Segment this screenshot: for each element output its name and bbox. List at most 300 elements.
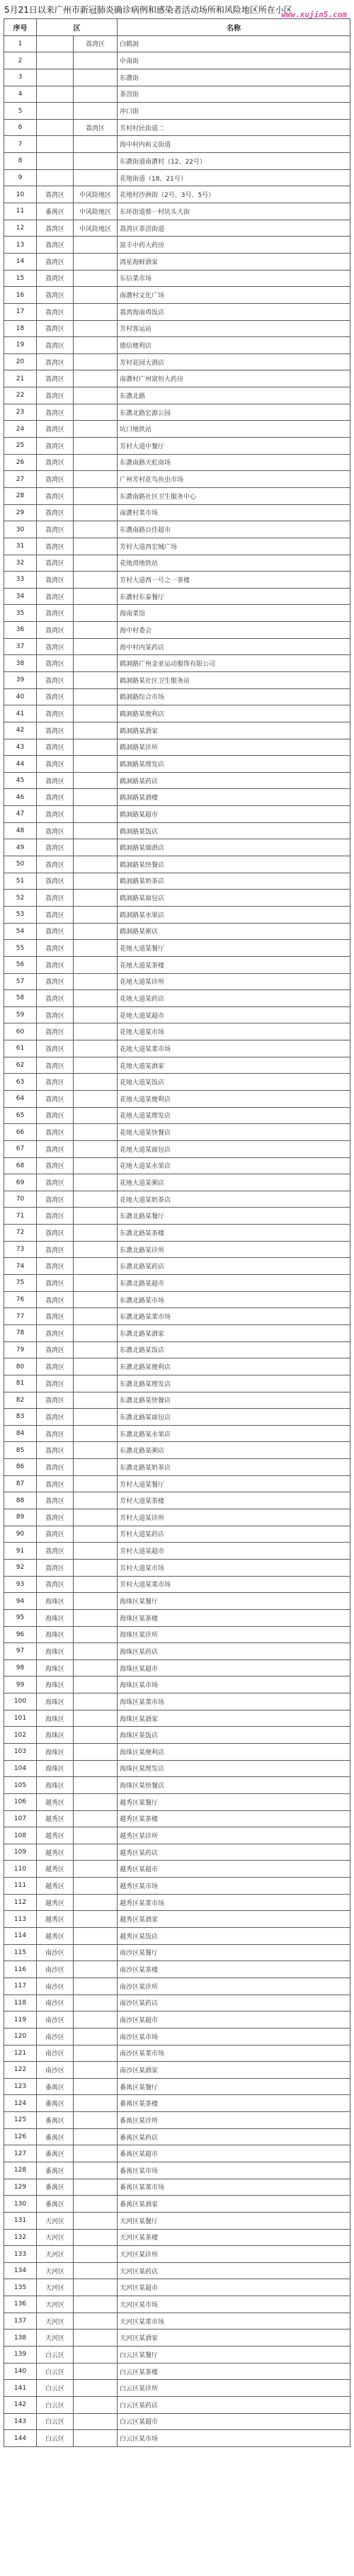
- row-place-name: 番禺区某餐厅: [118, 2078, 350, 2095]
- row-number: 20: [4, 353, 37, 370]
- row-risk-area: [74, 1091, 118, 1108]
- row-district: 天河区: [37, 2279, 74, 2296]
- row-risk-area: [74, 1978, 118, 1995]
- table-row: [4, 1291, 350, 1308]
- row-risk-area: [74, 1225, 118, 1242]
- row-risk-area: [74, 2162, 118, 2179]
- row-risk-area: [74, 2095, 118, 2112]
- row-district: [37, 69, 74, 86]
- table-row: [4, 1760, 350, 1777]
- row-district: 荔湾区: [37, 1324, 74, 1341]
- row-risk-area: [74, 370, 118, 387]
- row-district: 白云区: [37, 2347, 74, 2364]
- row-number: 89: [4, 1509, 37, 1526]
- table-row: [4, 2363, 350, 2380]
- row-risk-area: [74, 956, 118, 973]
- row-place-name: 广州芳村花鸟鱼虫市场: [118, 471, 350, 488]
- row-risk-area: [74, 923, 118, 940]
- row-number: 137: [4, 2313, 37, 2330]
- table-row: [4, 353, 350, 370]
- row-number: 52: [4, 890, 37, 907]
- row-place-name: 南沙区某超市: [118, 2012, 350, 2029]
- row-number: 39: [4, 671, 37, 688]
- row-district: 荔湾区: [37, 1308, 74, 1325]
- row-district: 海珠区: [37, 1777, 74, 1794]
- row-place-name: 鹤洞路某诊所: [118, 739, 350, 756]
- row-district: 荔湾区: [37, 1023, 74, 1040]
- row-risk-area: [74, 1107, 118, 1124]
- row-number: 63: [4, 1074, 37, 1091]
- row-number: 57: [4, 973, 37, 990]
- table-row: [4, 169, 350, 186]
- table-row: [4, 1124, 350, 1141]
- row-number: 58: [4, 990, 37, 1007]
- row-district: [37, 119, 74, 136]
- row-risk-area: [74, 404, 118, 421]
- row-risk-area: [74, 1174, 118, 1191]
- row-place-name: 东漖北路某奶茶店: [118, 1459, 350, 1476]
- row-risk-area: [74, 1241, 118, 1258]
- row-district: 荔湾区: [37, 772, 74, 789]
- table-row: [4, 35, 350, 52]
- table-row: [4, 404, 350, 421]
- row-number: 30: [4, 521, 37, 538]
- row-number: 49: [4, 839, 37, 856]
- row-risk-area: [74, 320, 118, 337]
- row-district: 南沙区: [37, 2045, 74, 2062]
- row-district: 荔湾区: [37, 705, 74, 722]
- table-row: [4, 973, 350, 990]
- row-place-name: 南沙区某茶楼: [118, 1961, 350, 1978]
- row-district: 荔湾区: [37, 1291, 74, 1308]
- table-row: [4, 2396, 350, 2413]
- row-place-name: 芳村大道西一号之一茶楼: [118, 572, 350, 589]
- row-risk-area: [74, 1710, 118, 1727]
- row-number: 19: [4, 337, 37, 354]
- row-district: 荔湾区: [37, 1392, 74, 1409]
- watermark: www.xujin5.com: [281, 10, 347, 19]
- row-district: 越秀区: [37, 1878, 74, 1895]
- row-number: 67: [4, 1140, 37, 1157]
- row-number: 47: [4, 806, 37, 823]
- row-number: 27: [4, 471, 37, 488]
- row-place-name: 东漖北路某水果店: [118, 1425, 350, 1442]
- row-risk-area: [74, 2363, 118, 2380]
- table-row: [4, 220, 350, 237]
- row-number: 107: [4, 1810, 37, 1827]
- row-place-name: 鹤洞路广州金亚运动服饰有限公司: [118, 655, 350, 672]
- table-row: [4, 1442, 350, 1459]
- table-row: [4, 1057, 350, 1074]
- row-number: 86: [4, 1459, 37, 1476]
- row-place-name: 南漖村广州富恒大药房: [118, 370, 350, 387]
- row-district: 番禺区: [37, 203, 74, 220]
- row-risk-area: [74, 1057, 118, 1074]
- table-row: [4, 1894, 350, 1911]
- row-district: 荔湾区: [37, 1091, 74, 1108]
- row-district: 天河区: [37, 2262, 74, 2279]
- row-district: 荔湾区: [37, 671, 74, 688]
- row-number: 139: [4, 2347, 37, 2364]
- row-place-name: 越秀区某酒家: [118, 1911, 350, 1928]
- table-row: [4, 605, 350, 622]
- row-number: 12: [4, 220, 37, 237]
- row-number: 104: [4, 1760, 37, 1777]
- row-district: 荔湾区: [37, 1341, 74, 1358]
- row-number: 136: [4, 2296, 37, 2313]
- row-district: 天河区: [37, 2330, 74, 2347]
- row-risk-area: [74, 1040, 118, 1057]
- table-row: [4, 1810, 350, 1827]
- table-row: [4, 1576, 350, 1593]
- row-place-name: 白云区某超市: [118, 2413, 350, 2430]
- row-district: [37, 52, 74, 69]
- table-row: [4, 1543, 350, 1560]
- row-risk-area: [74, 1626, 118, 1643]
- row-risk-area: [74, 1827, 118, 1844]
- row-place-name: 鹤洞路综合市场: [118, 688, 350, 705]
- row-number: 123: [4, 2078, 37, 2095]
- row-risk-area: [74, 2028, 118, 2045]
- row-risk-area: [74, 822, 118, 839]
- row-place-name: 天河区某诊所: [118, 2246, 350, 2263]
- row-place-name: 花地大道某面包店: [118, 1140, 350, 1157]
- row-district: 荔湾区: [37, 890, 74, 907]
- table-row: [4, 1928, 350, 1945]
- row-place-name: 芳村大道某餐厅: [118, 1475, 350, 1492]
- row-risk-area: [74, 1576, 118, 1593]
- table-row: [4, 538, 350, 555]
- row-number: 66: [4, 1124, 37, 1141]
- row-number: 143: [4, 2413, 37, 2430]
- row-place-name: 花地大道某便利店: [118, 1091, 350, 1108]
- row-district: 荔湾区: [37, 303, 74, 320]
- row-place-name: 鹤洞路某饭店: [118, 822, 350, 839]
- row-number: 121: [4, 2045, 37, 2062]
- row-number: 76: [4, 1291, 37, 1308]
- table-row: [4, 1878, 350, 1895]
- row-place-name: 东漖北路某诊所: [118, 1241, 350, 1258]
- row-risk-area: [74, 722, 118, 739]
- row-district: 天河区: [37, 2212, 74, 2229]
- row-district: 海珠区: [37, 1609, 74, 1626]
- row-risk-area: [74, 136, 118, 153]
- row-district: 荔湾区: [37, 404, 74, 421]
- row-number: 84: [4, 1425, 37, 1442]
- row-district: 番禺区: [37, 2112, 74, 2129]
- row-number: 132: [4, 2229, 37, 2246]
- row-place-name: 鹤洞路某奶茶店: [118, 873, 350, 890]
- row-number: 105: [4, 1777, 37, 1794]
- row-number: 38: [4, 655, 37, 672]
- table-row: [4, 2145, 350, 2162]
- row-place-name: 东漖村东泰餐厅: [118, 588, 350, 605]
- row-risk-area: [74, 421, 118, 438]
- row-number: 77: [4, 1308, 37, 1325]
- table-row: [4, 421, 350, 438]
- row-place-name: 芳村大道某超市: [118, 1543, 350, 1560]
- row-district: 荔湾区: [37, 1174, 74, 1191]
- row-number: 23: [4, 404, 37, 421]
- row-number: 126: [4, 2128, 37, 2145]
- row-risk-area: [74, 1810, 118, 1827]
- row-risk-area: [74, 1928, 118, 1945]
- row-number: 120: [4, 2028, 37, 2045]
- table-row: [4, 772, 350, 789]
- row-district: 荔湾区: [37, 822, 74, 839]
- row-district: 荔湾区: [37, 487, 74, 504]
- row-place-name: 芳村大道某茶楼: [118, 1492, 350, 1509]
- row-place-name: 南沙区某诊所: [118, 1978, 350, 1995]
- row-district: 荔湾区: [37, 655, 74, 672]
- row-place-name: 南沙区某市场: [118, 2028, 350, 2045]
- row-district: 荔湾区: [37, 471, 74, 488]
- row-place-name: 芳村客运站: [118, 320, 350, 337]
- row-risk-area: 中风险地区: [74, 186, 118, 203]
- row-place-name: 越秀区某菜市场: [118, 1894, 350, 1911]
- row-place-name: 越秀区某餐厅: [118, 1793, 350, 1810]
- table-row: [4, 555, 350, 572]
- row-district: 荔湾区: [37, 555, 74, 572]
- table-row: [4, 1258, 350, 1275]
- row-district: [37, 169, 74, 186]
- row-place-name: 天河区某酒家: [118, 2330, 350, 2347]
- row-risk-area: [74, 2145, 118, 2162]
- row-district: 荔湾区: [37, 940, 74, 957]
- row-place-name: 花地湾地铁站: [118, 555, 350, 572]
- table-row: [4, 2095, 350, 2112]
- row-district: 荔湾区: [37, 1509, 74, 1526]
- row-number: 138: [4, 2330, 37, 2347]
- row-number: 18: [4, 320, 37, 337]
- row-place-name: 天河区某市场: [118, 2296, 350, 2313]
- row-district: 荔湾区: [37, 923, 74, 940]
- table-row: [4, 1693, 350, 1710]
- row-district: 荔湾区: [37, 1074, 74, 1091]
- row-risk-area: [74, 353, 118, 370]
- row-district: 白云区: [37, 2363, 74, 2380]
- row-risk-area: [74, 538, 118, 555]
- row-risk-area: [74, 2262, 118, 2279]
- row-number: 40: [4, 688, 37, 705]
- table-row: [4, 471, 350, 488]
- row-place-name: 番禺区某药店: [118, 2128, 350, 2145]
- row-place-name: 天河区某药店: [118, 2262, 350, 2279]
- row-risk-area: [74, 2246, 118, 2263]
- row-place-name: 天河区某超市: [118, 2279, 350, 2296]
- row-district: 荔湾区: [37, 253, 74, 270]
- table-row: [4, 671, 350, 688]
- table-row: [4, 2112, 350, 2129]
- row-place-name: 白云区某餐厅: [118, 2347, 350, 2364]
- row-number: 129: [4, 2179, 37, 2196]
- row-number: 51: [4, 873, 37, 890]
- document-title: 5月21日以来广州市新冠肺炎确诊病例和感染者活动场所和风险地区所在小区: [4, 5, 292, 15]
- row-number: 11: [4, 203, 37, 220]
- row-risk-area: [74, 1492, 118, 1509]
- row-number: 98: [4, 1659, 37, 1676]
- row-number: 36: [4, 622, 37, 639]
- row-risk-area: [74, 1425, 118, 1442]
- table-body: [4, 35, 350, 2446]
- row-number: 10: [4, 186, 37, 203]
- row-district: 海珠区: [37, 1693, 74, 1710]
- row-place-name: 东漖北路某粥店: [118, 1442, 350, 1459]
- table-row: [4, 2128, 350, 2145]
- row-district: 天河区: [37, 2296, 74, 2313]
- row-number: 14: [4, 253, 37, 270]
- row-place-name: 东漖街: [118, 69, 350, 86]
- table-row: [4, 2413, 350, 2430]
- row-risk-area: [74, 1643, 118, 1660]
- row-district: 越秀区: [37, 1793, 74, 1810]
- row-district: 海珠区: [37, 1593, 74, 1610]
- row-risk-area: [74, 1743, 118, 1760]
- row-place-name: 海南菜馆: [118, 605, 350, 622]
- row-place-name: 东漖街道南漖村（12、22号）: [118, 153, 350, 170]
- row-place-name: 花地大道某粥店: [118, 1174, 350, 1191]
- row-place-name: 番禺区某菜市场: [118, 2179, 350, 2196]
- row-number: 119: [4, 2012, 37, 2029]
- row-number: 71: [4, 1208, 37, 1225]
- table-row: [4, 1208, 350, 1225]
- row-district: 天河区: [37, 2246, 74, 2263]
- table-row: [4, 136, 350, 153]
- row-risk-area: [74, 990, 118, 1007]
- row-district: 荔湾区: [37, 588, 74, 605]
- row-district: 荔湾区: [37, 1225, 74, 1242]
- row-number: 54: [4, 923, 37, 940]
- table-row: [4, 638, 350, 655]
- table-row: [4, 103, 350, 120]
- row-risk-area: [74, 555, 118, 572]
- row-place-name: 越秀区某市场: [118, 1878, 350, 1895]
- row-number: 55: [4, 940, 37, 957]
- row-risk-area: [74, 1442, 118, 1459]
- row-number: 7: [4, 136, 37, 153]
- row-district: 荔湾区: [37, 287, 74, 304]
- row-number: 29: [4, 504, 37, 521]
- table-row: [4, 839, 350, 856]
- row-place-name: 花地街道（18、21号）: [118, 169, 350, 186]
- row-district: 荔湾区: [37, 1124, 74, 1141]
- table-row: [4, 722, 350, 739]
- row-risk-area: [74, 688, 118, 705]
- row-district: 荔湾区: [37, 722, 74, 739]
- row-place-name: 白鹤洞: [118, 35, 350, 52]
- row-number: 1: [4, 35, 37, 52]
- row-number: 50: [4, 856, 37, 873]
- row-risk-area: [74, 2179, 118, 2196]
- table-row: [4, 1409, 350, 1426]
- row-number: 28: [4, 487, 37, 504]
- row-risk-area: [74, 1526, 118, 1543]
- table-row: [4, 906, 350, 923]
- row-risk-area: [74, 1609, 118, 1626]
- row-risk-area: [74, 1509, 118, 1526]
- header-number: 序号: [4, 19, 37, 36]
- row-place-name: 鹤洞路某酒楼: [118, 789, 350, 806]
- row-place-name: 海珠区某诊所: [118, 1626, 350, 1643]
- row-number: 65: [4, 1107, 37, 1124]
- row-risk-area: [74, 1258, 118, 1275]
- row-number: 5: [4, 103, 37, 120]
- row-risk-area: [74, 605, 118, 622]
- row-district: 荔湾区: [37, 237, 74, 254]
- row-number: 6: [4, 119, 37, 136]
- table-row: [4, 1091, 350, 1108]
- header-name: 名称: [118, 19, 350, 36]
- header-district: 区: [37, 19, 118, 36]
- row-place-name: 东漖北路某药店: [118, 1258, 350, 1275]
- row-number: 37: [4, 638, 37, 655]
- table-row: [4, 1911, 350, 1928]
- row-risk-area: [74, 1375, 118, 1392]
- row-place-name: 海中村委会: [118, 622, 350, 639]
- row-risk-area: [74, 1995, 118, 2012]
- row-place-name: 花地大道某茶楼: [118, 956, 350, 973]
- row-risk-area: [74, 671, 118, 688]
- row-district: 荔湾区: [37, 739, 74, 756]
- row-place-name: 东漖北路某菜市场: [118, 1308, 350, 1325]
- row-number: 78: [4, 1324, 37, 1341]
- row-district: 天河区: [37, 2229, 74, 2246]
- row-district: 海珠区: [37, 1760, 74, 1777]
- row-district: 荔湾区: [37, 1358, 74, 1375]
- row-place-name: 南沙区某酒家: [118, 2062, 350, 2079]
- row-number: 70: [4, 1191, 37, 1208]
- row-risk-area: [74, 1191, 118, 1208]
- row-risk-area: [74, 2296, 118, 2313]
- table-row: [4, 1559, 350, 1576]
- row-district: 荔湾区: [37, 990, 74, 1007]
- row-risk-area: [74, 2078, 118, 2095]
- row-place-name: 荔湾区茶滘街道: [118, 220, 350, 237]
- row-district: 越秀区: [37, 1861, 74, 1878]
- row-number: 101: [4, 1710, 37, 1727]
- row-district: 南沙区: [37, 1978, 74, 1995]
- row-district: 荔湾区: [37, 1107, 74, 1124]
- row-number: 95: [4, 1609, 37, 1626]
- row-district: 荔湾区: [37, 688, 74, 705]
- row-place-name: 花地大道某水果店: [118, 1157, 350, 1174]
- row-number: 83: [4, 1409, 37, 1426]
- table-row: [4, 1157, 350, 1174]
- row-district: 番禺区: [37, 2196, 74, 2213]
- row-risk-area: [74, 169, 118, 186]
- row-risk-area: [74, 1961, 118, 1978]
- row-place-name: 花地大道某诊所: [118, 973, 350, 990]
- row-risk-area: [74, 86, 118, 103]
- row-place-name: 番禺区某超市: [118, 2145, 350, 2162]
- table-row: [4, 688, 350, 705]
- row-place-name: 海珠区某理发店: [118, 1760, 350, 1777]
- table-row: [4, 1040, 350, 1057]
- table-row: [4, 2330, 350, 2347]
- table-row: [4, 1844, 350, 1861]
- row-district: 南沙区: [37, 1944, 74, 1961]
- table-row: [4, 588, 350, 605]
- row-place-name: 东漖南路天虹商场: [118, 454, 350, 471]
- row-number: 93: [4, 1576, 37, 1593]
- row-district: 白云区: [37, 2396, 74, 2413]
- row-risk-area: [74, 1308, 118, 1325]
- row-number: 80: [4, 1358, 37, 1375]
- row-place-name: 越秀区某超市: [118, 1861, 350, 1878]
- row-district: 南沙区: [37, 1961, 74, 1978]
- row-district: 白云区: [37, 2430, 74, 2447]
- table-row: [4, 237, 350, 254]
